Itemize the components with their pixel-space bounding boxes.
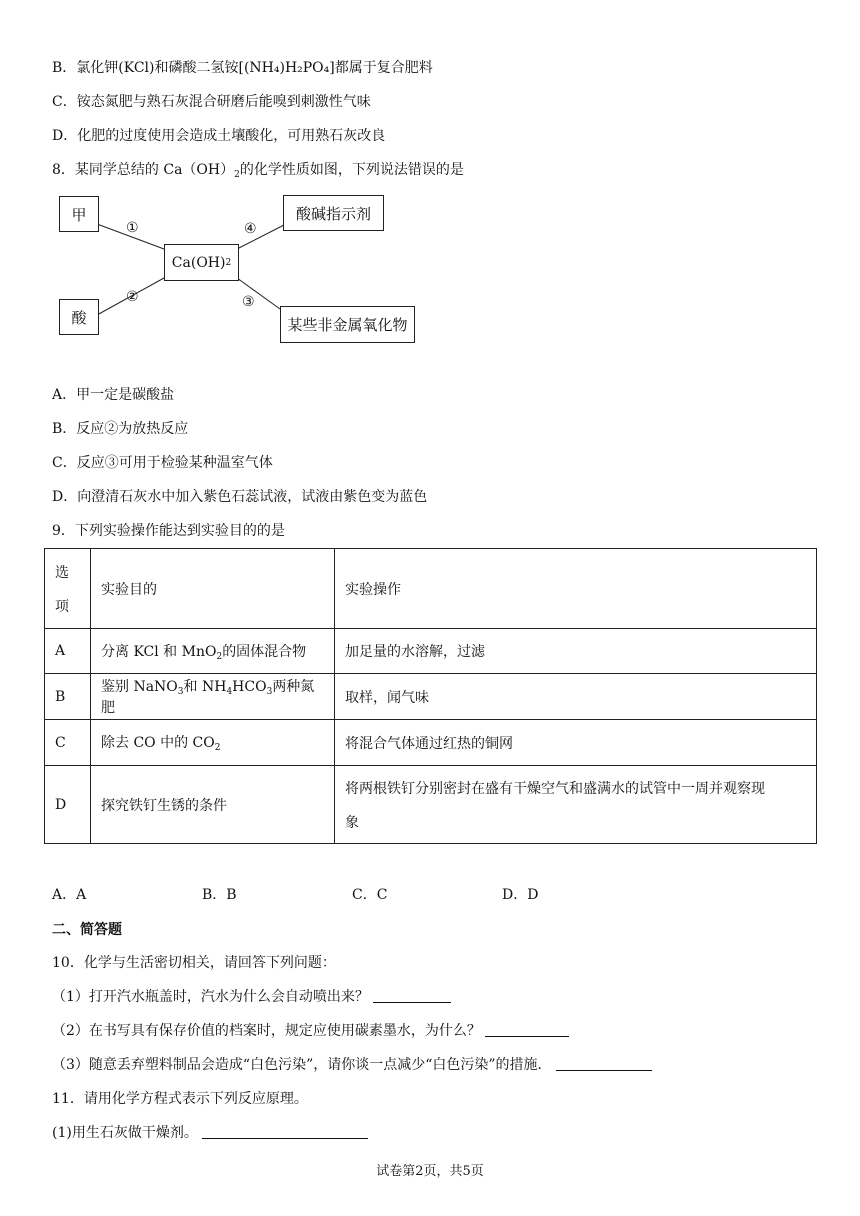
row-c-goal: 除去 CO 中的 $CO_2$ — [91, 720, 335, 766]
q10-part1: （1）打开汽水瓶盖时，汽水为什么会自动喷出来？ — [52, 987, 451, 1007]
q9-answer-c: C．C — [352, 887, 388, 903]
diagram-mark-2: ② — [126, 289, 139, 305]
row-a-operation: 加足量的水溶解，过滤 — [335, 629, 817, 674]
table-row — [45, 674, 817, 720]
q10-stem: 10．化学与生活密切相关，请回答下列问题： — [52, 955, 336, 971]
answer-blank[interactable] — [485, 1022, 569, 1037]
row-d-goal: 探究铁钉生锈的条件 — [91, 766, 335, 844]
q8-stem: 8．某同学总结的 $Ca(OH)_2$的化学性质如图，下列说法错误的是 — [52, 162, 464, 180]
row-b-option: B — [45, 674, 91, 720]
answer-blank[interactable] — [202, 1124, 368, 1139]
q9-answer-a: A．A — [52, 887, 87, 903]
table-row — [45, 629, 817, 674]
diagram-box-indicator: 酸碱指示剂 — [283, 195, 384, 231]
diagram-mark-1: ① — [126, 220, 139, 236]
row-c-option: C — [45, 720, 91, 766]
table-row — [45, 720, 817, 766]
q9-stem: 9．下列实验操作能达到实验目的的是 — [52, 523, 285, 539]
diagram-box-caoh2: Ca(OH) 2 — [164, 244, 239, 281]
table-row — [45, 766, 817, 844]
q11-stem: 11．请用化学方程式表示下列反应原理。 — [52, 1091, 308, 1107]
answer-blank[interactable] — [373, 988, 451, 1003]
q8-option-d: D．向澄清石灰水中加入紫色石蕊试液，试液由紫色变为蓝色 — [52, 489, 428, 505]
header-goal: 实验目的 — [91, 549, 335, 629]
q7-option-c: C．铵态氮肥与熟石灰混合研磨后能嗅到刺激性气味 — [52, 94, 371, 110]
row-a-goal: 分离 KCl 和 MnO$_2$的固体混合物 — [91, 629, 335, 674]
diagram-mark-4: ④ — [244, 221, 257, 237]
q8-option-c: C．反应③可用于检验某种温室气体 — [52, 455, 273, 471]
header-operation: 实验操作 — [335, 549, 817, 629]
q11-part1: (1)用生石灰做干燥剂。 — [52, 1123, 368, 1143]
q8-option-a: A．甲一定是碳酸盐 — [52, 387, 175, 403]
row-a-option: A — [45, 629, 91, 674]
diagram-box-jia: 甲 — [59, 196, 99, 232]
header-option: 选 项 — [45, 549, 91, 629]
table-header-row — [45, 549, 817, 629]
row-d-option: D — [45, 766, 91, 844]
q9-answer-b: B．B — [202, 887, 237, 903]
q7-option-d: D．化肥的过度使用会造成土壤酸化，可用熟石灰改良 — [52, 128, 386, 144]
answer-blank[interactable] — [556, 1056, 652, 1071]
experiment-table — [44, 548, 817, 844]
section-heading: 二、简答题 — [52, 922, 122, 938]
q9-answer-d: D．D — [502, 887, 539, 903]
diagram-mark-3: ③ — [242, 294, 255, 310]
row-c-operation: 将混合气体通过红热的铜网 — [335, 720, 817, 766]
diagram-box-acid: 酸 — [59, 299, 99, 335]
page-footer: 试卷第2页，共5页 — [376, 1164, 484, 1179]
q8-option-b: B．反应②为放热反应 — [52, 421, 189, 437]
row-b-operation: 取样，闻气味 — [335, 674, 817, 720]
q7-option-b: B．氯化钾(KCl)和磷酸二氢铵[(NH₄)H₂PO₄]都属于复合肥料 — [52, 60, 433, 76]
diagram-box-nonmetal-oxide: 某些非金属氧化物 — [280, 306, 415, 343]
row-b-goal: 鉴别 NaNO$_3$和 $NH_4HCO_3$两种氮肥 — [91, 674, 335, 720]
q10-part2: （2）在书写具有保存价值的档案时，规定应使用碳素墨水，为什么？ — [52, 1021, 569, 1041]
row-d-operation: 将两根铁钉分别密封在盛有干燥空气和盛满水的试管中一周并观察现 象 — [335, 766, 817, 844]
q8-diagram-lines — [0, 0, 860, 360]
q10-part3: （3）随意丢弃塑料制品会造成“白色污染”，请你谈一点减少“白色污染”的措施． — [52, 1055, 652, 1075]
